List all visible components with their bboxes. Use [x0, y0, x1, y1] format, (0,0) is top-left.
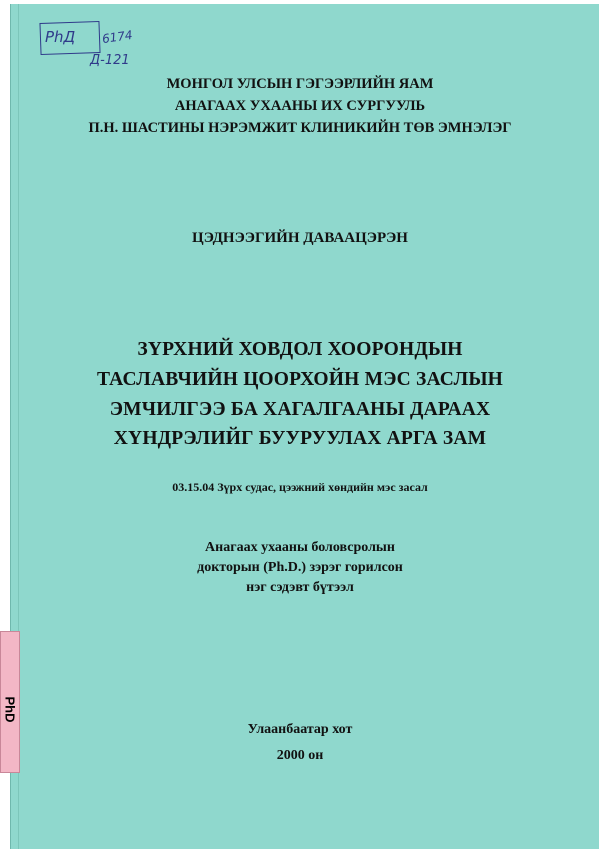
publication-year: 2000 он: [276, 748, 324, 763]
institution-hospital: П.Н. ШАСТИНЫ НЭРЭМЖИТ КЛИНИКИЙН ТӨВ ЭМНЭЛЭГ: [88, 120, 512, 136]
spine-label-text: PhD: [2, 696, 18, 723]
degree-line-2: докторын (Ph.D.) зэрэг горилсон: [197, 560, 403, 575]
degree-line-3: нэг сэдэвт бүтээл: [246, 580, 354, 595]
institution-university: АНАГААХ УХААНЫ ИХ СУРГУУЛЬ: [174, 98, 426, 114]
degree-line-1: Анагаах ухааны боловсролын: [205, 540, 395, 555]
title-line-1: ЗҮРХНИЙ ХОВДОЛ ХООРОНДЫН: [137, 339, 463, 360]
publication-place: Улаанбаатар хот: [247, 722, 353, 737]
title-line-3: ЭМЧИЛГЭЭ БА ХАГАЛГААНЫ ДАРААХ: [109, 399, 491, 420]
stamp-shelf: Д-121: [90, 53, 130, 68]
stamp-code: PhД: [45, 28, 76, 46]
stamp-number: 6174: [101, 27, 134, 47]
title-line-2: ТАСЛАВЧИЙН ЦООРХОЙН МЭС ЗАСЛЫН: [96, 369, 504, 390]
spine-label: [0, 631, 20, 773]
author-name: ЦЭДНЭЭГИЙН ДАВААЦЭРЭН: [192, 230, 408, 246]
library-stamp: [40, 22, 140, 72]
institution-ministry: МОНГОЛ УЛСЫН ГЭГЭЭРЛИЙН ЯАМ: [166, 76, 434, 92]
title-line-4: ХҮНДРЭЛИЙГ БУУРУУЛАХ АРГА ЗАМ: [113, 428, 487, 449]
specialty-code: 03.15.04 Зүрх судас, цээжний хөндийн мэс засал: [172, 480, 428, 494]
